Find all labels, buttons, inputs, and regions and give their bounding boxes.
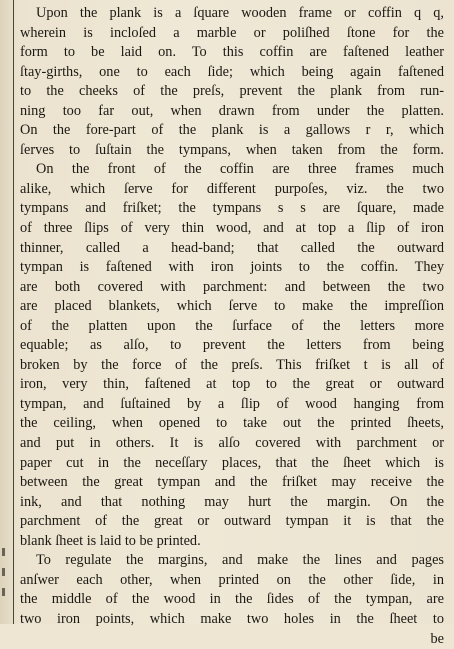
text-line: between the great tympan and the friſket may receive the xyxy=(20,473,444,493)
text-line: ſerves to ſuſtain the tympans, when taken from the form. xyxy=(20,141,444,161)
text-line: the middle of the wood in the ſides of the tympan, are xyxy=(20,590,444,610)
text-line: are placed blankets, which ſerve to make the impreſſion xyxy=(20,297,444,317)
text-line: thinner, called a head-band; that called the outward xyxy=(20,239,444,259)
text-line: and put in others. It is alſo covered with parchment or xyxy=(20,434,444,454)
text-line: blank ſheet is laid to be printed. xyxy=(20,532,444,552)
text-line: of the platten upon the ſurface of the letters more xyxy=(20,317,444,337)
text-line: form to be laid on. To this coffin are faſtened leather xyxy=(20,43,444,63)
text-line: the ceiling, when opened to take out the printed ſheets, xyxy=(20,414,444,434)
text-column xyxy=(20,4,444,649)
text-line: paper cut in the neceſſary places, that the ſheet which is xyxy=(20,454,444,474)
text-line: equable; as alſo, to prevent the letters from being xyxy=(20,336,444,356)
text-line: two iron points, which make two holes in the ſheet to xyxy=(20,610,444,630)
column-rule xyxy=(13,0,14,624)
text-line: To regulate the margins, and make the lines and pages xyxy=(20,551,444,571)
text-line: ink, and that nothing may hurt the margin. On the xyxy=(20,493,444,513)
text-line: ſtay-girths, one to each ſide; which being again faſtened xyxy=(20,63,444,83)
text-line: tympan is faſtened with iron joints to the coffin. They xyxy=(20,258,444,278)
text-line: iron, very thin, faſtened at top to the great or outward xyxy=(20,375,444,395)
text-line: On the fore-part of the plank is a gallows r r, which xyxy=(20,121,444,141)
text-line: be xyxy=(20,630,444,649)
text-line: Upon the plank is a ſquare wooden frame or coffin q q, xyxy=(20,4,444,24)
margin-mark xyxy=(2,548,5,556)
text-line: anſwer each other, when printed on the other ſide, in xyxy=(20,571,444,591)
text-line: ning too far out, when drawn from under the platten. xyxy=(20,102,444,122)
margin-mark xyxy=(2,568,5,576)
text-line: parchment of the great or outward tympan it is that the xyxy=(20,512,444,532)
text-line: broken by the force of the preſs. This friſket t is all of xyxy=(20,356,444,376)
margin-mark xyxy=(2,588,5,596)
text-line: tympans and friſket; the tympans s s are ſquare, made xyxy=(20,199,444,219)
text-line: of three ſlips of very thin wood, and at top a ſlip of iron xyxy=(20,219,444,239)
text-line: On the front of the coffin are three frames much xyxy=(20,160,444,180)
text-line: to the cheeks of the preſs, prevent the plank from run- xyxy=(20,82,444,102)
text-line: alike, which ſerve for different purpoſes, viz. the two xyxy=(20,180,444,200)
text-line: wherein is incloſed a marble or poliſhed ſtone for the xyxy=(20,24,444,44)
text-line: are both covered with parchment: and between the two xyxy=(20,278,444,298)
text-line: tympan, and ſuſtained by a ſlip of wood hanging from xyxy=(20,395,444,415)
